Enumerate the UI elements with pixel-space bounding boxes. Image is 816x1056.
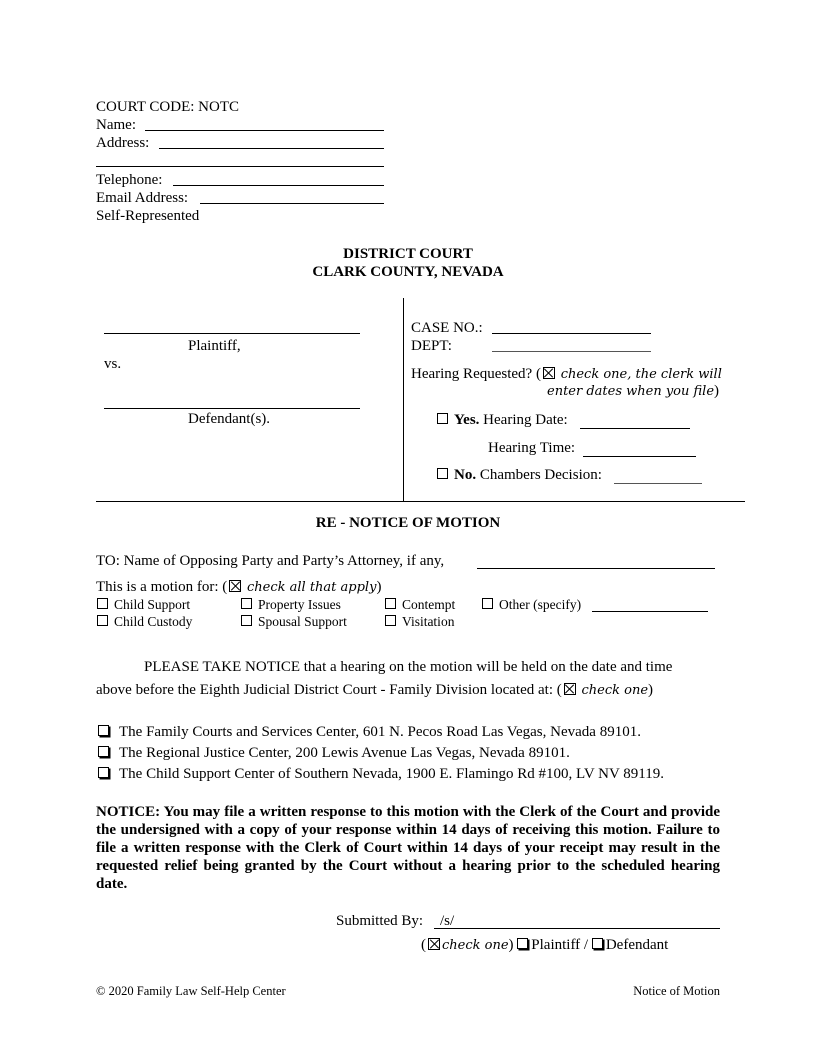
footer-copyright: © 2020 Family Law Self-Help Center xyxy=(96,984,286,998)
option-spousal-support[interactable] xyxy=(241,614,347,630)
yes-label: Yes. xyxy=(454,412,480,428)
contempt-label: Contempt xyxy=(402,597,456,612)
submitted-by-field[interactable] xyxy=(434,912,720,929)
location-1-label: The Family Courts and Services Center, 601 N. Pecos Road Las Vegas, Nevada 89101. xyxy=(119,724,641,740)
option-contempt[interactable] xyxy=(385,597,455,613)
hearing-requested-note2: enter dates when you file xyxy=(547,384,715,399)
location-2-label: The Regional Justice Center, 200 Lewis Avenue Las Vegas, Nevada 89101. xyxy=(119,745,570,761)
check-one-note: check one xyxy=(581,683,649,698)
name-row xyxy=(96,116,136,134)
caption-bottom-rule xyxy=(96,501,745,502)
telephone-field[interactable] xyxy=(173,171,384,186)
hearing-time-label: Hearing Time: xyxy=(488,440,576,456)
contempt-checkbox[interactable] xyxy=(385,598,396,609)
location-option-2[interactable] xyxy=(98,744,570,762)
telephone-label: Telephone: xyxy=(96,172,163,188)
dept-row xyxy=(411,337,452,355)
case-no-row xyxy=(411,319,483,337)
hearing-time-field[interactable] xyxy=(583,442,696,457)
address-row xyxy=(96,134,149,152)
hearing-no-row xyxy=(437,466,602,484)
dept-label: DEPT: xyxy=(411,338,452,354)
to-line: TO: Name of Opposing Party and Party’s Attorney, if any, xyxy=(96,553,445,569)
motion-for-row: This is a motion for: ( check all that apply) xyxy=(96,579,382,595)
checked-box-icon xyxy=(428,938,440,950)
vs-label: vs. xyxy=(104,356,122,372)
checked-box-icon xyxy=(564,683,576,695)
hearing-requested-label: Hearing Requested? ( xyxy=(411,366,541,382)
location-option-1[interactable] xyxy=(98,723,641,741)
property-issues-checkbox[interactable] xyxy=(241,598,252,609)
plaintiff-label: Plaintiff, xyxy=(188,338,241,354)
option-child-support[interactable] xyxy=(97,597,190,613)
email-label: Email Address: xyxy=(96,190,189,206)
email-row xyxy=(96,189,188,207)
party-check-row: ( check one) Plaintiff / Defendant xyxy=(421,937,669,953)
other-label: Other (specify) xyxy=(499,597,582,612)
other-specify-field[interactable] xyxy=(592,599,708,612)
court-title-line2: CLARK COUNTY, NEVADA xyxy=(312,264,504,280)
plaintiff-checkbox[interactable] xyxy=(517,938,528,949)
notice-paragraph-text: above before the Eighth Judicial District Court - Family Division located at: ( xyxy=(96,682,562,698)
option-property-issues[interactable] xyxy=(241,597,341,613)
motion-for-note: check all that apply xyxy=(247,580,377,595)
court-title-line1: DISTRICT COURT xyxy=(343,246,473,262)
defendant-option-label: Defendant xyxy=(605,937,669,953)
chambers-field[interactable] xyxy=(614,470,702,484)
court-code: COURT CODE: NOTC xyxy=(96,99,239,115)
party-check-note: check one xyxy=(442,938,509,953)
notice-paragraph-line2: above before the Eighth Judicial District Court - Family Division located at: ( check one) xyxy=(96,682,654,698)
case-no-label: CASE NO.: xyxy=(411,320,483,336)
location-1-checkbox[interactable] xyxy=(98,725,109,736)
chambers-label: Chambers Decision: xyxy=(479,467,602,483)
checked-box-icon xyxy=(543,367,555,379)
option-visitation[interactable] xyxy=(385,614,454,630)
response-notice: NOTICE: You may file a written response to this motion with the Clerk of the Court and provide the undersigned with a copy of your response within 14 days of receiving this motion. Failure to file a written response with the Clerk of Court within 14 days of your receipt may result in the requested relief being granted by the Court without a hearing prior to the scheduled hearing date. xyxy=(96,804,720,892)
no-checkbox[interactable] xyxy=(437,468,448,479)
yes-checkbox[interactable] xyxy=(437,413,448,424)
name-label: Name: xyxy=(96,117,136,133)
telephone-row xyxy=(96,171,162,189)
hearing-date-field[interactable] xyxy=(580,414,690,429)
submitted-by-label: Submitted By: xyxy=(336,913,424,929)
defendant-label: Defendant(s). xyxy=(188,411,271,427)
option-other[interactable] xyxy=(482,597,581,613)
party-separator: / xyxy=(583,937,589,953)
no-label: No. xyxy=(454,467,477,483)
location-2-checkbox[interactable] xyxy=(98,746,109,757)
visitation-label: Visitation xyxy=(402,614,455,629)
defendant-checkbox[interactable] xyxy=(592,938,603,949)
child-support-label: Child Support xyxy=(114,597,191,612)
visitation-checkbox[interactable] xyxy=(385,615,396,626)
spousal-support-checkbox[interactable] xyxy=(241,615,252,626)
hearing-requested-row2: enter dates when you file) xyxy=(547,383,720,399)
caption-divider xyxy=(403,298,404,501)
child-custody-checkbox[interactable] xyxy=(97,615,108,626)
dept-field[interactable] xyxy=(492,337,651,352)
location-3-label: The Child Support Center of Southern Nevada, 1900 E. Flamingo Rd #100, LV NV 89119. xyxy=(119,766,664,782)
address-field-line2[interactable] xyxy=(96,152,384,167)
hearing-date-label: Hearing Date: xyxy=(483,412,568,428)
self-represented: Self-Represented xyxy=(96,208,200,224)
case-no-field[interactable] xyxy=(492,319,651,334)
footer-title: Notice of Motion xyxy=(633,984,720,998)
notice-paragraph-line1: PLEASE TAKE NOTICE that a hearing on the motion will be held on the date and time xyxy=(144,659,673,675)
opposing-party-field[interactable] xyxy=(477,554,715,569)
form-title: RE - NOTICE OF MOTION xyxy=(315,515,501,531)
hearing-yes-row xyxy=(437,411,568,429)
name-field[interactable] xyxy=(145,116,384,131)
option-child-custody[interactable] xyxy=(97,614,192,630)
submitted-by-value: /s/ xyxy=(440,913,455,929)
address-label: Address: xyxy=(96,135,150,151)
location-3-checkbox[interactable] xyxy=(98,767,109,778)
address-field[interactable] xyxy=(159,134,384,149)
motion-for-label: This is a motion for: ( xyxy=(96,579,228,595)
child-custody-label: Child Custody xyxy=(114,614,193,629)
hearing-requested-note: check one, the clerk will xyxy=(560,367,722,382)
defendant-field[interactable] xyxy=(104,394,360,409)
email-field[interactable] xyxy=(200,189,384,204)
other-checkbox[interactable] xyxy=(482,598,493,609)
spousal-support-label: Spousal Support xyxy=(258,614,347,629)
child-support-checkbox[interactable] xyxy=(97,598,108,609)
location-option-3[interactable] xyxy=(98,765,664,783)
checked-box-icon xyxy=(229,580,241,592)
property-issues-label: Property Issues xyxy=(258,597,341,612)
plaintiff-field[interactable] xyxy=(104,319,360,334)
plaintiff-option-label: Plaintiff xyxy=(531,937,581,953)
